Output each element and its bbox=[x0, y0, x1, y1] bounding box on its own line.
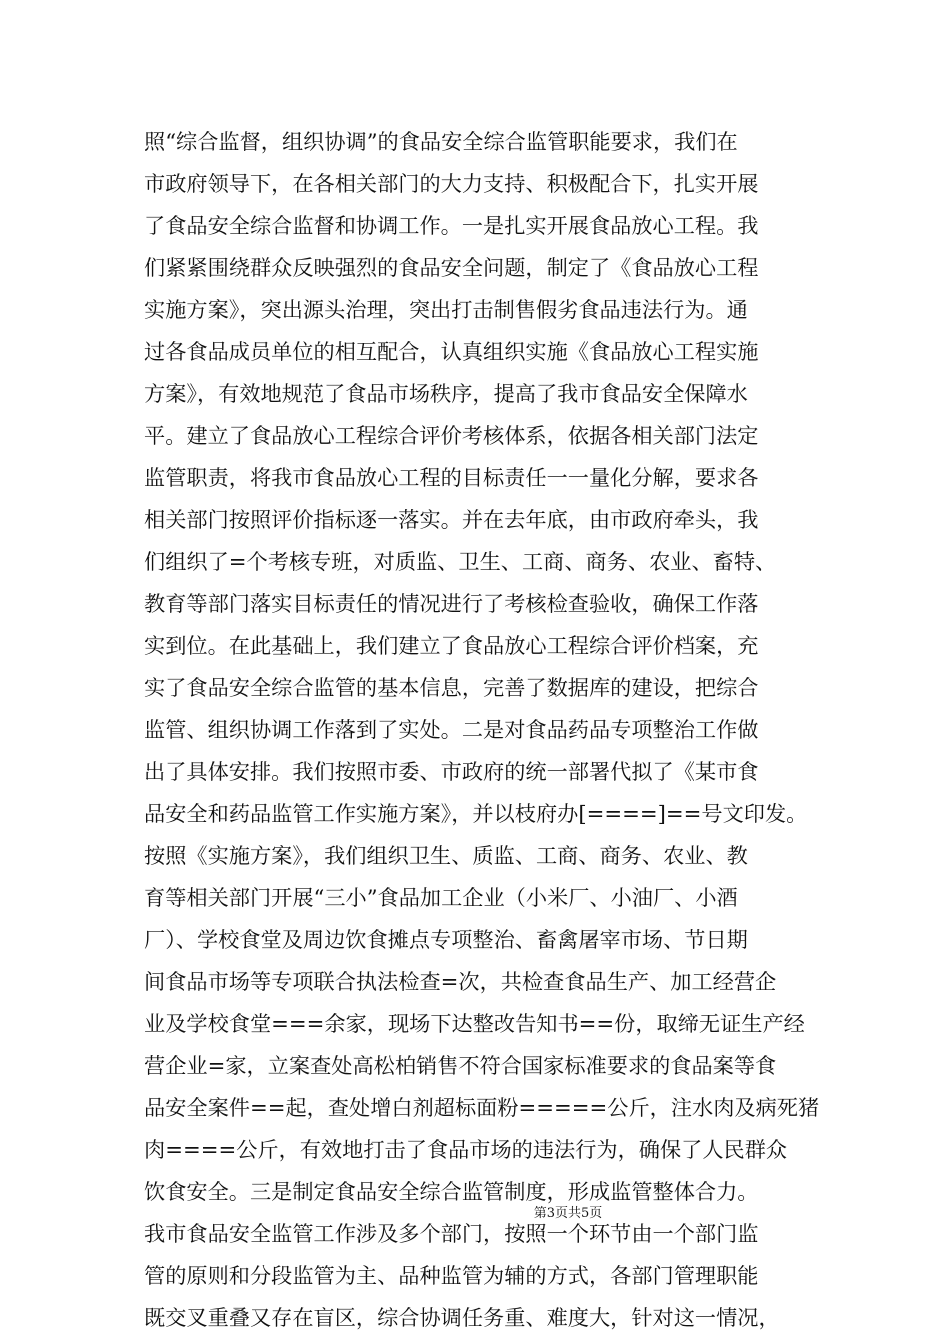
text-line: 教育等部门落实目标责任的情况进行了考核检查验收，确保工作落 bbox=[144, 591, 759, 616]
page-number: 第3页共5页 bbox=[533, 1206, 603, 1221]
text-line: 管的原则和分段监管为主、品种监管为辅的方式，各部门管理职能 bbox=[144, 1263, 759, 1288]
text-line: 监管职责，将我市食品放心工程的目标责任一一量化分解，要求各 bbox=[144, 465, 759, 490]
body-text bbox=[144, 121, 844, 1339]
text-line: 间食品市场等专项联合执法检查=次，共检查食品生产、加工经营企 bbox=[144, 969, 777, 994]
text-line: 按照《实施方案》，我们组织卫生、质监、工商、商务、农业、教 bbox=[144, 843, 748, 868]
text-line: 相关部门按照评价指标逐一落实。并在去年底，由市政府牵头，我 bbox=[144, 507, 759, 532]
text-line: 饮食安全。三是制定食品安全综合监管制度，形成监管整体合力。 bbox=[144, 1179, 759, 1204]
text-line: 平。建立了食品放心工程综合评价考核体系，依据各相关部门法定 bbox=[144, 423, 759, 448]
text-line: 品安全和药品监管工作实施方案》，并以枝府办[====]==号文印发。 bbox=[144, 801, 808, 826]
text-line: 营企业=家，立案查处高松柏销售不符合国家标准要求的食品案等食 bbox=[144, 1053, 777, 1078]
text-line: 既交叉重叠又存在盲区，综合协调任务重、难度大，针对这一情况， bbox=[144, 1305, 780, 1330]
text-line: 肉====公斤，有效地打击了食品市场的违法行为，确保了人民群众 bbox=[144, 1137, 788, 1162]
text-line: 实了食品安全综合监管的基本信息，完善了数据库的建设，把综合 bbox=[144, 675, 759, 700]
text-line: 市政府领导下，在各相关部门的大力支持、积极配合下，扎实开展 bbox=[144, 171, 759, 196]
text-line: 我市食品安全监管工作涉及多个部门，按照一个环节由一个部门监 bbox=[144, 1221, 759, 1246]
text-line: 育等相关部门开展“三小”食品加工企业（小米厂、小油厂、小酒 bbox=[144, 885, 738, 910]
text-line: 实到位。在此基础上，我们建立了食品放心工程综合评价档案，充 bbox=[144, 633, 759, 658]
text-line: 们组织了=个考核专班，对质监、卫生、工商、商务、农业、畜特、 bbox=[144, 549, 777, 574]
text-line: 实施方案》，突出源头治理，突出打击制售假劣食品违法行为。通 bbox=[144, 297, 748, 322]
text-line: 监管、组织协调工作落到了实处。二是对食品药品专项整治工作做 bbox=[144, 717, 759, 742]
text-line: 方案》，有效地规范了食品市场秩序，提高了我市食品安全保障水 bbox=[144, 381, 748, 406]
text-line: 了食品安全综合监督和协调工作。一是扎实开展食品放心工程。我 bbox=[144, 213, 759, 238]
text-line: 照“综合监督，组织协调”的食品安全综合监管职能要求，我们在 bbox=[144, 129, 738, 154]
text-line: 出了具体安排。我们按照市委、市政府的统一部署代拟了《某市食 bbox=[144, 759, 759, 784]
text-line: 厂）、学校食堂及周边饮食摊点专项整治、畜禽屠宰市场、节日期 bbox=[144, 927, 748, 952]
page-footer bbox=[0, 1205, 950, 1223]
text-line: 过各食品成员单位的相互配合，认真组织实施《食品放心工程实施 bbox=[144, 339, 759, 364]
text-line: 品安全案件==起，查处增白剂超标面粉=====公斤，注水肉及病死猪 bbox=[144, 1095, 820, 1120]
text-line: 们紧紧围绕群众反映强烈的食品安全问题，制定了《食品放心工程 bbox=[144, 255, 759, 280]
text-line: 业及学校食堂===余家，现场下达整改告知书==份，取缔无证生产经 bbox=[144, 1011, 805, 1036]
